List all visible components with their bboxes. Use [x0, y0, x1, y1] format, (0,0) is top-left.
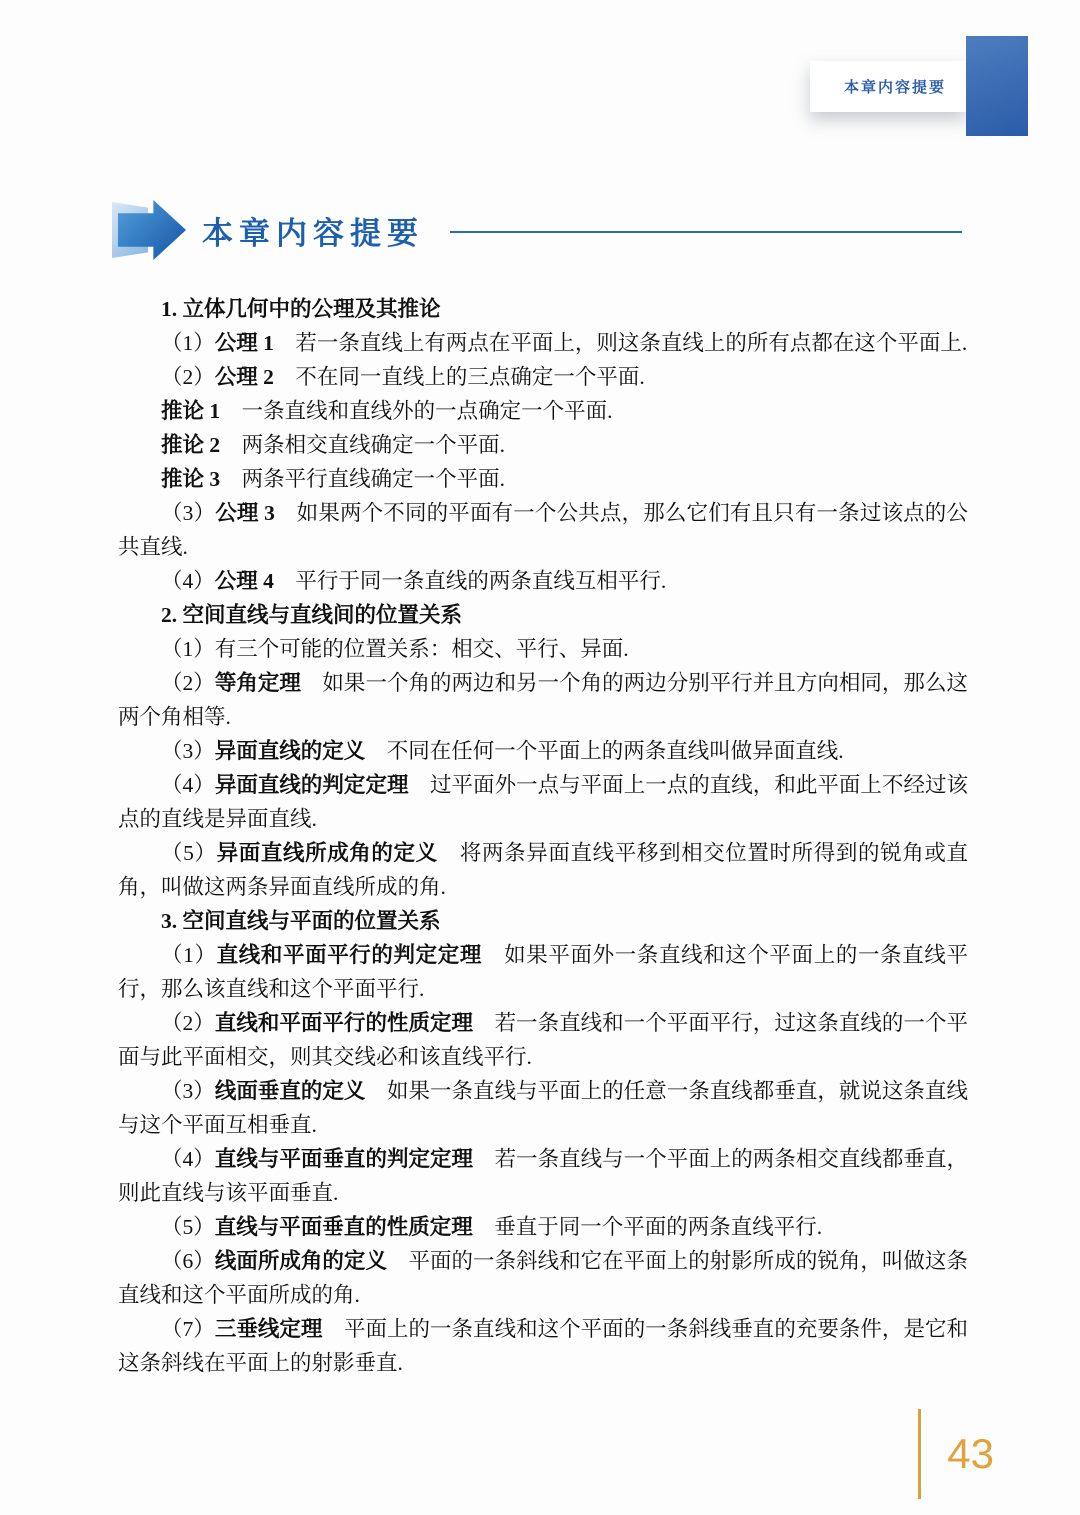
corner-tab-label: 本章内容提要	[810, 61, 966, 112]
page-number: 43	[947, 1430, 994, 1477]
paragraph-text: 如果平面外一条直线和这个平面上的一条直线平行，那么该直线和这个平面平行.	[118, 943, 968, 1001]
paragraph-text: 过平面外一点与平面上一点的直线，和此平面上不经过该点的直线是异面直线.	[118, 773, 968, 831]
term-label: 2. 空间直线与直线间的位置关系	[161, 603, 463, 627]
paragraph-text: 两条相交直线确定一个平面.	[220, 433, 506, 457]
item-number: （3）	[161, 1079, 215, 1103]
item-number: （3）	[161, 501, 216, 525]
item-number: （6）	[161, 1249, 215, 1273]
paragraph	[118, 632, 968, 666]
paragraph	[118, 564, 968, 598]
corner-tab	[810, 36, 1028, 136]
paragraph-text: 两条平行直线确定一个平面.	[220, 467, 506, 491]
term-label: 直线与平面垂直的性质定理	[214, 1215, 473, 1239]
term-label: 1. 立体几何中的公理及其推论	[161, 297, 441, 321]
item-number: （4）	[161, 569, 215, 593]
item-number: （1）	[161, 637, 215, 661]
paragraph	[118, 836, 968, 904]
term-label: 推论 1	[161, 399, 221, 423]
term-label: 3. 空间直线与平面的位置关系	[161, 909, 441, 933]
item-number: （5）	[161, 1215, 215, 1239]
item-number: （2）	[161, 365, 215, 389]
paragraph	[118, 496, 968, 564]
paragraph-text: 一条直线和直线外的一点确定一个平面.	[220, 399, 613, 423]
section-heading	[118, 904, 968, 938]
section-heading	[118, 598, 968, 632]
term-label: 公理 3	[215, 501, 275, 525]
paragraph-text: 将两条异面直线平移到相交位置时所得到的锐角或直角，叫做这两条异面直线所成的角.	[118, 841, 968, 899]
term-label: 公理 1	[214, 331, 274, 355]
term-label: 直线与平面垂直的判定定理	[214, 1147, 474, 1171]
chapter-summary-header	[112, 200, 962, 260]
paragraph-text: 若一条直线与一个平面上的两条相交直线都垂直，则此直线与该平面垂直.	[118, 1147, 968, 1205]
item-number: （3）	[161, 739, 215, 763]
term-label: 异面直线所成角的定义	[216, 841, 438, 865]
page-footer	[918, 1409, 994, 1499]
term-label: 线面所成角的定义	[214, 1249, 387, 1273]
page-title: 本章内容提要	[202, 215, 424, 251]
paragraph	[118, 734, 968, 768]
paragraph-text: 若一条直线上有两点在平面上，则这条直线上的所有点都在这个平面上.	[273, 331, 968, 355]
paragraph	[118, 394, 968, 428]
paragraph	[118, 326, 968, 360]
paragraph-text: 如果两个不同的平面有一个公共点，那么它们有且只有一条过该点的公共直线.	[118, 501, 968, 559]
paragraph	[118, 1074, 968, 1142]
paragraph-text: 如果一条直线与平面上的任意一条直线都垂直，就说这条直线与这个平面互相垂直.	[118, 1079, 968, 1137]
paragraph-text: 垂直于同一个平面的两条直线平行.	[472, 1215, 823, 1239]
section-heading	[118, 292, 968, 326]
term-label: 推论 3	[161, 467, 221, 491]
paragraph	[118, 462, 968, 496]
item-number: （4）	[161, 1147, 215, 1171]
paragraph	[118, 1142, 968, 1210]
paragraph-text: 平面上的一条直线和这个平面的一条斜线垂直的充要条件，是它和这条斜线在平面上的射影垂直.	[118, 1317, 968, 1375]
item-number: （2）	[161, 671, 215, 695]
paragraph	[118, 938, 968, 1006]
corner-tab-bar	[966, 36, 1028, 136]
arrow-icon	[112, 200, 186, 260]
term-label: 线面垂直的定义	[214, 1079, 366, 1103]
paragraph-text: 若一条直线和一个平面平行，过这条直线的一个平面与此平面相交，则其交线必和该直线平行.	[118, 1011, 968, 1069]
paragraph	[118, 1210, 968, 1244]
paragraph	[118, 428, 968, 462]
item-number: （7）	[161, 1317, 215, 1341]
paragraph-text: 如果一个角的两边和另一个角的两边分别平行并且方向相同，那么这两个角相等.	[118, 671, 968, 729]
paragraph-text: 平面的一条斜线和它在平面上的射影所成的锐角，叫做这条直线和这个平面所成的角.	[118, 1249, 968, 1307]
paragraph	[118, 1006, 968, 1074]
paragraph-text: 平行于同一条直线的两条直线互相平行.	[273, 569, 667, 593]
item-number: （1）	[161, 943, 217, 967]
paragraph	[118, 666, 968, 734]
term-label: 等角定理	[214, 671, 301, 695]
term-label: 异面直线的判定定理	[214, 773, 409, 797]
term-label: 公理 2	[214, 365, 274, 389]
paragraph	[118, 360, 968, 394]
paragraph-text: 不在同一直线上的三点确定一个平面.	[273, 365, 645, 389]
item-number: （5）	[161, 841, 217, 865]
item-number: （4）	[161, 773, 215, 797]
term-label: 推论 2	[161, 433, 221, 457]
term-label: 公理 4	[214, 569, 274, 593]
paragraph	[118, 1312, 968, 1380]
paragraph-text: 不同在任何一个平面上的两条直线叫做异面直线.	[365, 739, 844, 763]
term-label: 直线和平面平行的性质定理	[214, 1011, 474, 1035]
paragraph	[118, 768, 968, 836]
term-label: 直线和平面平行的判定定理	[216, 943, 483, 967]
title-rule	[450, 231, 962, 233]
term-label: 三垂线定理	[214, 1317, 323, 1341]
content-body	[118, 292, 968, 1380]
term-label: 异面直线的定义	[214, 739, 366, 763]
paragraph-text: 有三个可能的位置关系：相交、平行、异面.	[214, 637, 629, 661]
item-number: （1）	[161, 331, 215, 355]
item-number: （2）	[161, 1011, 215, 1035]
paragraph	[118, 1244, 968, 1312]
